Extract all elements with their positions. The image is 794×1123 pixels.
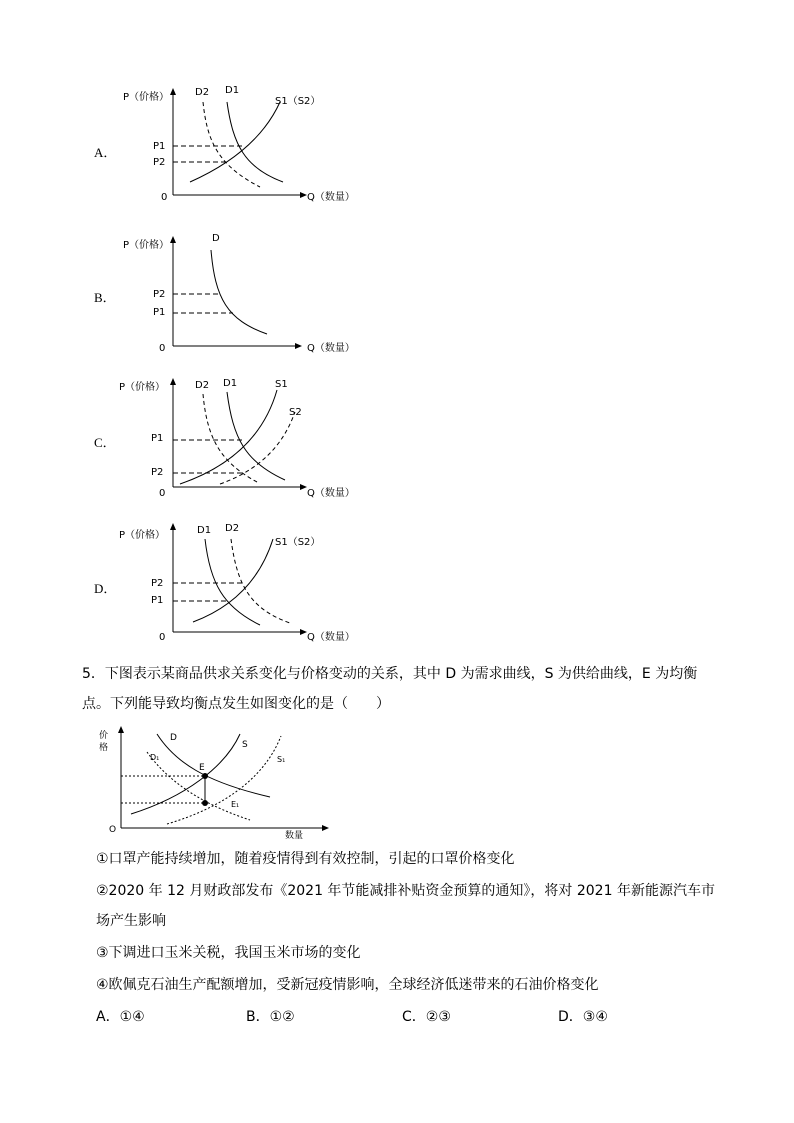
curve-label-s1s2: S1（S2）: [275, 537, 321, 548]
price-label-p2: P2: [153, 289, 166, 300]
p-axis-label: P（价格）: [123, 92, 170, 103]
option-c-graph: [115, 370, 375, 502]
curve-d1: [205, 539, 260, 625]
answer-d: D．③④: [558, 1009, 608, 1025]
statement-4: ④欧佩克石油生产配额增加，受新冠疫情影响，全球经济低迷带来的石油价格变化: [96, 977, 599, 993]
curve-label-d2: D2: [225, 523, 240, 534]
q-axis-label: Q（数量）: [307, 192, 355, 203]
statement-2: ②2020 年 12 月财政部发布《2021 年节能减排补贴资金预算的通知》，将对 2021 年新能源汽车市: [96, 883, 715, 899]
p-axis-label: P（价格）: [119, 382, 166, 393]
price-label-p1: P1: [153, 141, 166, 152]
curve-label-d1: D1: [197, 525, 212, 536]
origin-label: O: [109, 825, 117, 835]
option-a-letter: A．: [94, 145, 117, 160]
curve-d1: [227, 102, 283, 182]
curve-d2: [203, 394, 257, 482]
curve-s1: [190, 102, 280, 182]
q5-stem-line2: 点。下列能导致均衡点发生如图变化的是（ ）: [82, 696, 390, 712]
q-axis-label: Q（数量）: [307, 632, 355, 643]
curve-label-d1: D1: [225, 85, 240, 96]
label-e: E: [199, 763, 205, 773]
price-label-p2: P2: [153, 157, 166, 168]
curve-label-s1: S1: [275, 379, 288, 390]
origin-label: 0: [161, 192, 168, 203]
curve-label-s1s2: S1（S2）: [275, 96, 321, 107]
answer-b: B．①②: [246, 1009, 295, 1025]
price-label-p1: P1: [151, 595, 164, 606]
label-e1: E₁: [231, 800, 240, 809]
origin-label: 0: [159, 632, 166, 643]
q5-stem-line1: 5．下图表示某商品供求关系变化与价格变动的关系，其中 D 为需求曲线，S 为供给曲线，E 为均衡: [82, 666, 698, 682]
x-axis-label: 数量: [285, 831, 304, 841]
curve-d2: [231, 539, 290, 623]
curve-s: [131, 734, 240, 814]
q-axis-label: Q（数量）: [307, 343, 355, 354]
statement-2-cont: 场产生影响: [96, 913, 166, 929]
statement-1: ①口罩产能持续增加，随着疫情得到有效控制，引起的口罩价格变化: [96, 851, 515, 867]
curve-s1: [167, 736, 281, 824]
curve-d1: [227, 392, 285, 480]
price-label-p2: P2: [151, 578, 164, 589]
curve-label-d1: D1: [223, 378, 238, 389]
origin-label: 0: [159, 343, 166, 354]
p-axis-label: P（价格）: [123, 240, 170, 251]
option-b-letter: B．: [94, 290, 116, 305]
curve-d: [211, 250, 267, 334]
curve-label-d2: D2: [195, 87, 210, 98]
label-s: S: [242, 740, 248, 750]
answer-a: A．①④: [96, 1009, 145, 1025]
label-d: D: [170, 733, 177, 743]
curve-label-d: D: [212, 233, 220, 244]
q-axis-label: Q（数量）: [307, 488, 355, 499]
y-label-1: 价: [99, 731, 109, 741]
curve-label-s2: S2: [289, 407, 302, 418]
option-d-graph: [115, 515, 375, 645]
option-c-letter: C．: [94, 435, 116, 450]
curve-s1: [193, 539, 273, 622]
q5-figure: [95, 722, 345, 842]
p-axis-label: P（价格）: [119, 530, 166, 541]
price-label-p1: P1: [151, 433, 164, 444]
y-label-2: 格: [99, 743, 109, 753]
option-b-graph: [115, 228, 375, 358]
curve-label-d2: D2: [195, 380, 210, 391]
curve-d2: [203, 102, 260, 187]
price-label-p1: P1: [153, 307, 166, 318]
statement-3: ③下调进口玉米关税，我国玉米市场的变化: [96, 945, 361, 961]
option-d-letter: D．: [94, 581, 117, 596]
curve-d: [157, 734, 270, 797]
label-d1: D₁: [150, 753, 160, 762]
origin-label: 0: [159, 488, 166, 499]
label-s1: S₁: [277, 755, 286, 764]
price-label-p2: P2: [151, 467, 164, 478]
answer-c: C．②③: [402, 1009, 451, 1025]
option-a-graph: [115, 80, 375, 210]
